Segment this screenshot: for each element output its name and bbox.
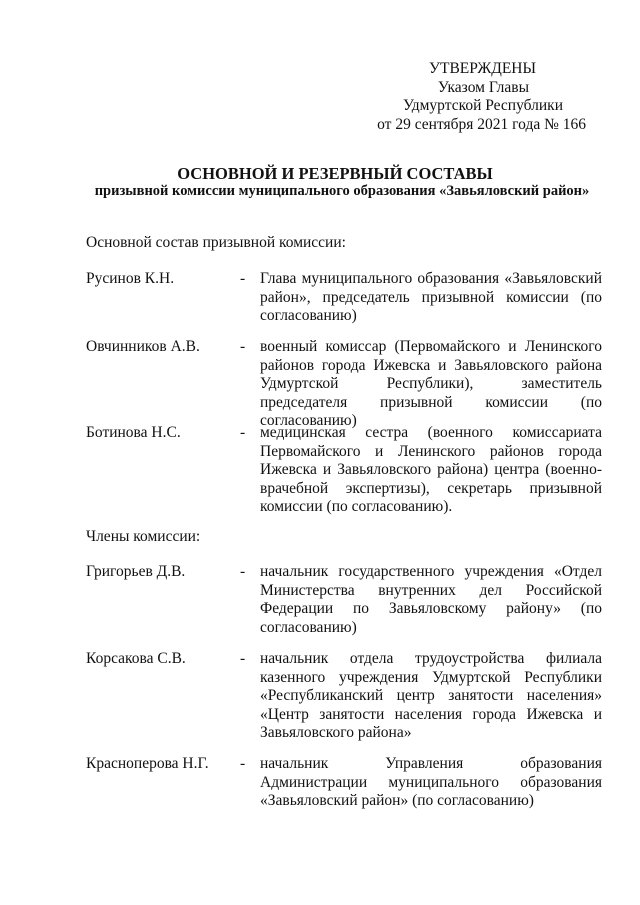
approval-line-decree: Указом Главы [437, 78, 529, 96]
approval-line-republic: Удмуртской Республики [402, 97, 563, 114]
member-position: начальник Управления образования Администрации муниципального образования «Завьяловский район» (по согласованию) [260, 755, 602, 809]
member-position: медицинская сестра (военного комиссариата Первомайского и Ленинского районов города Ижевска и Завьяловского района) центра (военно-врачебной экспертизы), секретарь призывной комиссии (по согласованию). [260, 424, 602, 515]
approval-line-date: от 29 сентября 2021 года № 166 [377, 115, 586, 133]
member-position: Глава муниципального образования «Завьяловский район», председатель призывной комиссии (по согласованию) [260, 270, 602, 324]
approval-block [360, 60, 600, 134]
approval-line-approved: УТВЕРЖДЕНЫ [429, 60, 536, 77]
member-position: начальник государственного учреждения «Отдел Министерства внутренних дел Российской Федерации по Завьяловскому району» (по согласованию) [260, 563, 602, 636]
member-name: Русинов К.Н. [86, 270, 175, 287]
member-name: Ботинова Н.С. [86, 424, 181, 441]
member-name: Красноперова Н.Г. [86, 755, 209, 772]
member-position: военный комиссар (Первомайского и Ленинского районов города Ижевска и Завьяловского района Удмуртской Республики), заместитель председателя призывной комиссии (по согласованию) [260, 338, 602, 429]
commission-members-heading: Члены комиссии: [86, 528, 201, 545]
member-dash: - [240, 270, 246, 287]
member-dash: - [240, 338, 246, 355]
member-dash: - [240, 650, 246, 667]
member-dash: - [240, 563, 246, 580]
document-subtitle: призывной комиссии муниципального образования «Завьяловский район» [94, 183, 590, 199]
main-composition-heading: Основной состав призывной комиссии: [86, 234, 346, 251]
member-dash: - [240, 755, 246, 772]
member-dash: - [240, 424, 246, 441]
document-title: ОСНОВНОЙ И РЕЗЕРВНЫЙ СОСТАВЫ [177, 164, 493, 183]
member-name: Григорьев Д.В. [86, 563, 186, 580]
member-position: начальник отдела трудоустройства филиала казенного учреждения Удмуртской Республики «Республиканский центр занятости населения» «Центр занятости населения города Ижевска и Завьяловского района» [260, 650, 602, 741]
member-name: Овчинников А.В. [86, 338, 200, 355]
member-name: Корсакова С.В. [86, 650, 186, 667]
